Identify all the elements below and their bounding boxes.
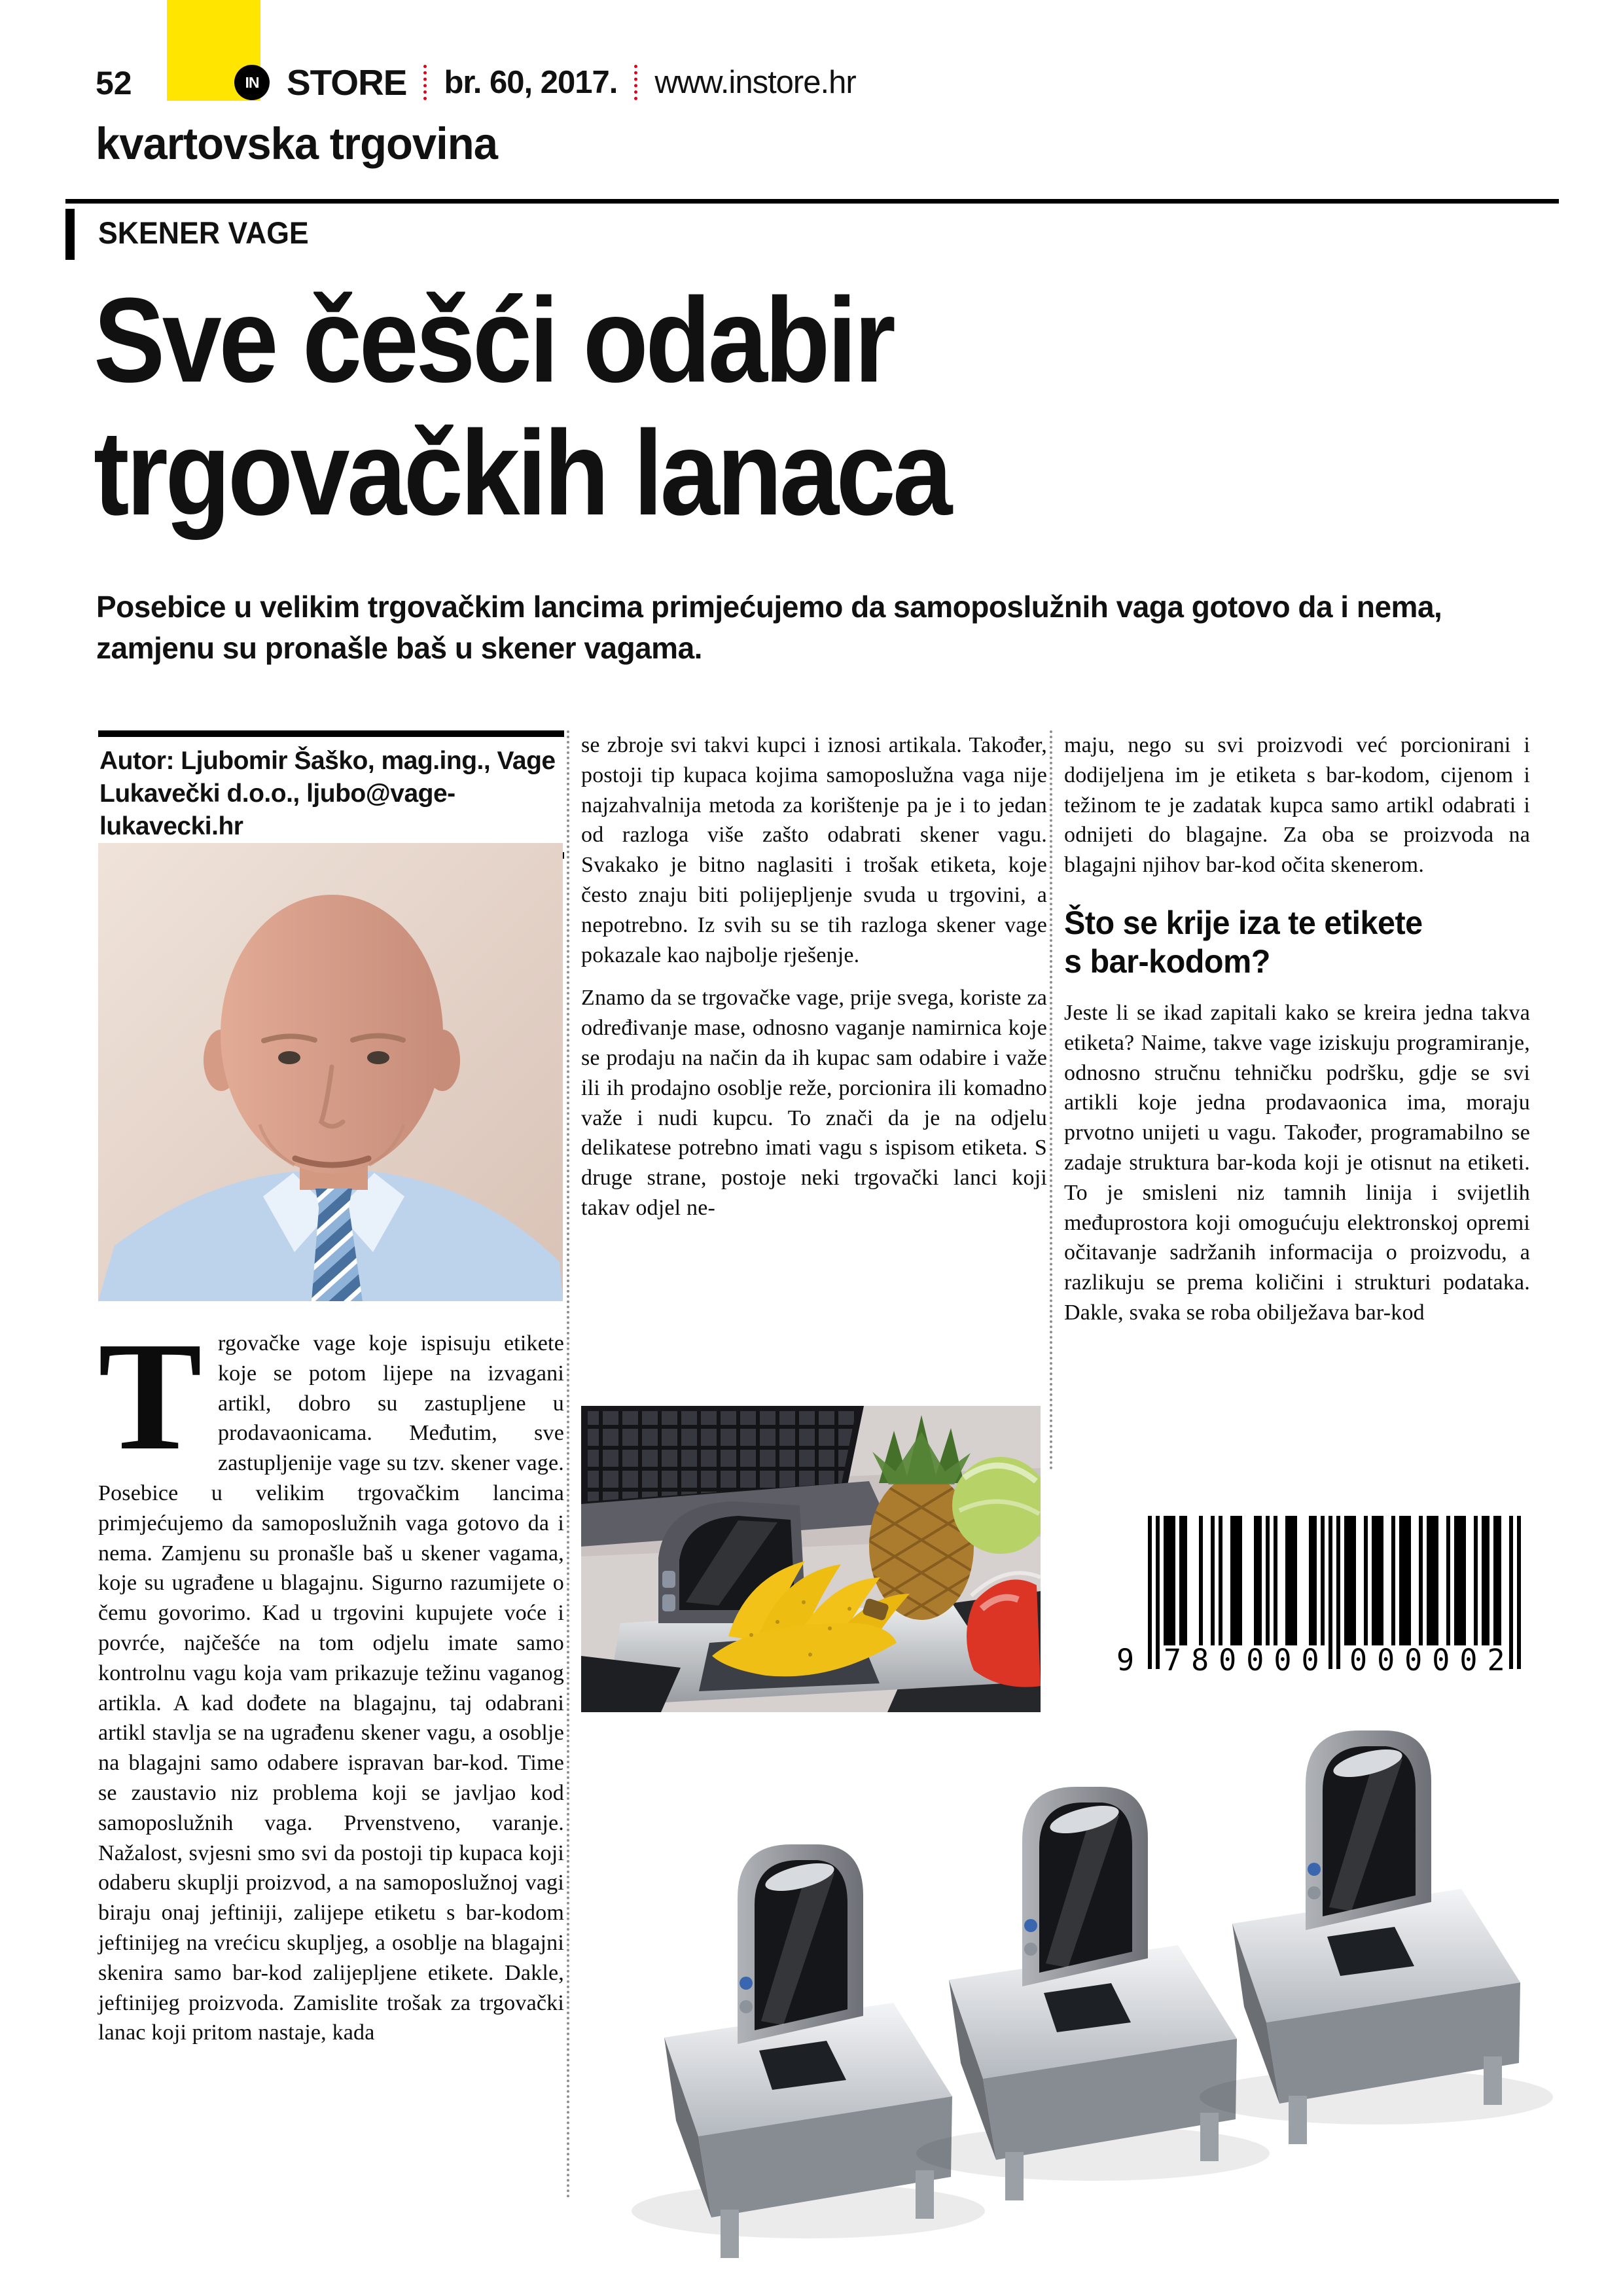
magazine-website: www.instore.hr — [654, 65, 856, 100]
scales-illustration — [618, 1720, 1577, 2260]
subhead-line-2: s bar-kodom? — [1064, 942, 1270, 980]
paragraph: Jeste li se ikad zapitali kako se kreira jedna takva etiketa? Naime, takve vage iziskuju programiranje, odnosno stručnu tehničku podršku, gdje se svi artikli koje jedna prodavaonica ima, moraju prvotno unijeti u vagu. Također, programabilno se zadaje struktura bar-koda koji je otisnut na etiketi. To je smisleni niz tamnih linija i svijetlih međuprostora koji omogućuju elektronskoj opremi očitavanje sadržanih informacija o proizvodu, a razlikuju se prema količini i strukturi podataka. Dakle, svaka se roba obilježava bar-kod — [1064, 1000, 1530, 1325]
masthead-separator — [634, 65, 637, 100]
masthead-separator — [423, 65, 427, 100]
kicker-bar — [65, 209, 75, 260]
paragraph — [98, 1310, 564, 2048]
barcode-digit-group: 000002 — [1349, 1643, 1515, 1677]
paragraph: maju, nego su svi proizvodi već porcionirani i dodijeljena im je etiketa s bar-kodom, cijenom i težinom te je zadatak kupca samo artikl odabrati i odnijeti do blagajne. Za oba se proizvoda na blagajni njihov bar-kod očita skenerom. — [1064, 733, 1530, 878]
article-lede: Posebice u velikim trgovačkim lancima primjećujemo da samoposlužnih vaga gotovo da i nema, zamjenu su pronašle baš u skener vagama. — [96, 590, 1442, 665]
magazine-logo-text: STORE — [287, 62, 407, 103]
portrait-illustration — [98, 843, 563, 1301]
instore-logo-icon: IN — [234, 65, 270, 100]
column-divider — [567, 730, 569, 2199]
ean13-barcode — [1116, 1516, 1521, 1683]
subhead-line-1: Što se krije iza te etikete — [1064, 904, 1423, 941]
article-headline — [94, 274, 1084, 539]
checkout-scanner-produce-photo — [581, 1406, 1041, 1712]
barcode-digit-group: 9 — [1116, 1643, 1135, 1677]
article-kicker: SKENER VAGE — [98, 215, 309, 250]
author-portrait-photo — [98, 843, 563, 1301]
body-column-2 — [581, 730, 1047, 1223]
section-title: kvartovska trgovina — [96, 118, 497, 169]
body-column-1 — [98, 1310, 564, 2048]
drop-cap: T — [98, 1310, 202, 1482]
headline-line-2: trgovačkih lanaca — [94, 405, 950, 540]
paragraph: Znamo da se trgovačke vage, prije svega, koriste za određivanje mase, odnosno vaganje namirnica koje se prodaju na način da ih kupac sam odabire i važe ili ih prodajno osoblje reže, porcionira ili komadno važe i nudi kupcu. To znači da je na odjelu delikatese potrebno imati vagu s ispisom etiketa. S druge strane, postoje neki trgovački lanci koji takav odjel ne- — [581, 986, 1047, 1220]
headline-line-1: Sve češći odabir — [94, 272, 893, 407]
author-box: Autor: Ljubomir Šaško, mag.ing., Vage Lukavečki d.o.o., ljubo@vage-lukavecki.hr — [98, 730, 564, 859]
column-divider — [1050, 730, 1052, 1470]
paragraph: se zbroje svi takvi kupci i iznosi artikala. Također, postoji tip kupaca kojima samoposlužna vaga nije najzahvalnija metoda za korištenje pa je i to jedan od razloga više zašto odabrati skener vagu. Svakako je bitno naglasiti i trošak etiketa, koje često znaju biti polijepljenje svuda u trgovini, a nepotrebno. Iz svih su se tih razloga skener vage pokazale kao najbolje rješenje. — [581, 733, 1047, 967]
body-column-3 — [1064, 730, 1530, 1328]
produce-illustration — [581, 1406, 1041, 1712]
masthead — [234, 63, 856, 102]
issue-number: br. 60, 2017. — [444, 65, 618, 100]
header-rule — [65, 199, 1559, 204]
paragraph-text: rgovačke vage koje ispisuju etikete koje se potom lijepe na izvagani artikl, dobro su zastupljene u prodavaonicama. Međutim, sve zastupljenije vage su tzv. skener vage. Posebice u velikim trgovačkim lancima primjećujemo da samoposlužnih vaga gotovo da i nema. Zamjenu su pronašle baš u skener vagama, koje su ugrađene u blagajnu. Sigurno razumijete o čemu govorimo. Kad u trgovini kupujete voće i povrće, najčešće na tom odjelu imate samo kontrolnu vagu koja vam prikazuje težinu vaganog artikla. A kad dođete na blagajnu, taj odabrani artikl stavlja se na ugrađenu skener vagu, a osoblje na blagajni samo odabere ispravan bar-kod. Time se zaustavio niz problema koji se javljao kod samoposlužnih vaga. Prvenstveno, varanje. Nažalost, svjesni smo svi da postoji tip kupaca koji odaberu skuplji proizvod, a na samoposlužnoj vagi biraju onaj jeftiniji, zalijepe etiketu s bar-kodom jeftinijeg na vrećicu skupljeg, a osoblje na blagajni skenira samo bar-kod zalijepljene etikete. Dakle, jeftinijeg proizvoda. Zamislite trošak za trgovački lanac koji pritom nastaje, kada — [98, 1331, 564, 2045]
barcode-digit-group: 780000 — [1164, 1643, 1329, 1677]
scanner-scales-product-photo — [618, 1720, 1577, 2260]
page-number: 52 — [96, 65, 132, 101]
article-subhead — [1064, 904, 1516, 981]
